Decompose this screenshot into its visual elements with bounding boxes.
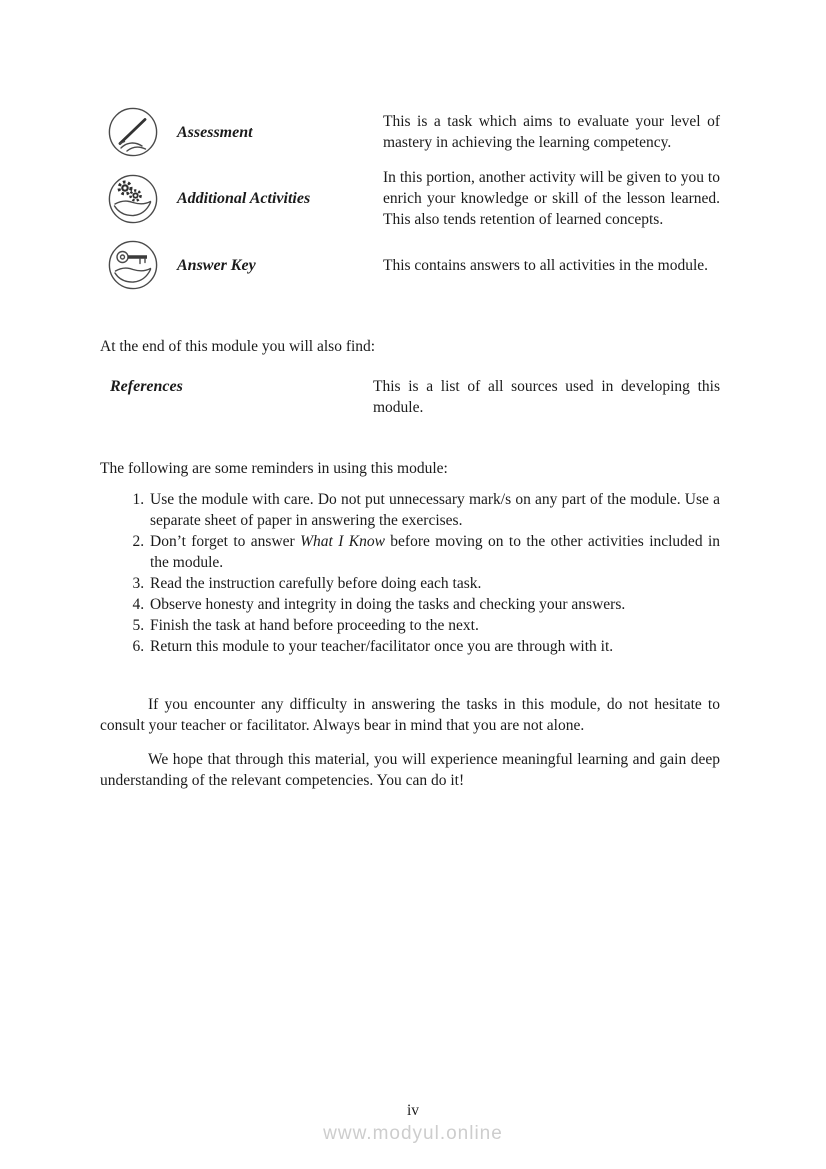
icon-guide-row-answer-key — [100, 239, 720, 291]
page-content — [100, 0, 720, 791]
list-item-text: Finish the task at hand before proceeding to the next. — [150, 617, 479, 634]
gears-on-hand-icon — [107, 173, 159, 225]
list-item — [148, 489, 720, 531]
closing-paragraph-2: We hope that through this material, you will experience meaningful learning and gain deep understanding of the relevant competencies. You can do it! — [100, 751, 720, 789]
icon-guide-row-assessment — [100, 106, 720, 158]
list-item-text: Read the instruction carefully before doing each task. — [150, 575, 482, 592]
page-number: iv — [406, 1102, 420, 1119]
list-item-text: Use the module with care. Do not put unnecessary mark/s on any part of the module. Use a separate sheet of paper in answering the exercises. — [150, 491, 720, 529]
hand-writing-pen-icon — [107, 106, 159, 158]
icon-guide-label: Assessment — [177, 123, 253, 141]
list-item-text: Return this module to your teacher/facilitator once you are through with it. — [150, 638, 614, 655]
icon-guide-row-additional-activities — [100, 167, 720, 230]
list-item — [148, 594, 720, 615]
closing-paragraph-1: If you encounter any difficulty in answering the tasks in this module, do not hesitate to consult your teacher or facilitator. Always bear in mind that you are not alone. — [100, 696, 720, 734]
reminders-list — [100, 489, 720, 657]
page-footer — [0, 1100, 826, 1145]
list-item-text: before moving on to the other activities included in the module. — [150, 533, 721, 571]
icon-guide-description: This is a task which aims to evaluate your level of mastery in achieving the learning competency. — [383, 113, 720, 151]
key-on-hand-icon — [107, 239, 159, 291]
watermark-text: www.modyul.online — [323, 1123, 503, 1144]
list-item — [148, 636, 720, 657]
icon-guide-label: Additional Activities — [177, 190, 311, 207]
references-row — [100, 376, 720, 418]
icon-guide-label: Answer Key — [177, 256, 256, 274]
end-of-module-intro: At the end of this module you will also find: — [100, 338, 376, 355]
list-item-text: Observe honesty and integrity in doing the tasks and checking your answers. — [150, 596, 626, 613]
reminders-intro: The following are some reminders in using this module: — [100, 460, 448, 477]
icon-guide-description: In this portion, another activity will be given to you to enrich your knowledge or skill of the lesson learned. This also tends retention of learned concepts. — [383, 169, 720, 228]
list-item — [148, 615, 720, 636]
references-label: References — [110, 378, 183, 395]
list-item — [148, 573, 720, 594]
icon-guide-description: This contains answers to all activities in the module. — [383, 256, 709, 274]
list-item — [148, 531, 720, 573]
list-item-text: Don’t forget to answer — [150, 533, 301, 550]
icon-guide-section — [100, 106, 720, 291]
list-item-italic-text: What I Know — [300, 533, 385, 550]
references-description: This is a list of all sources used in developing this module. — [373, 378, 720, 416]
